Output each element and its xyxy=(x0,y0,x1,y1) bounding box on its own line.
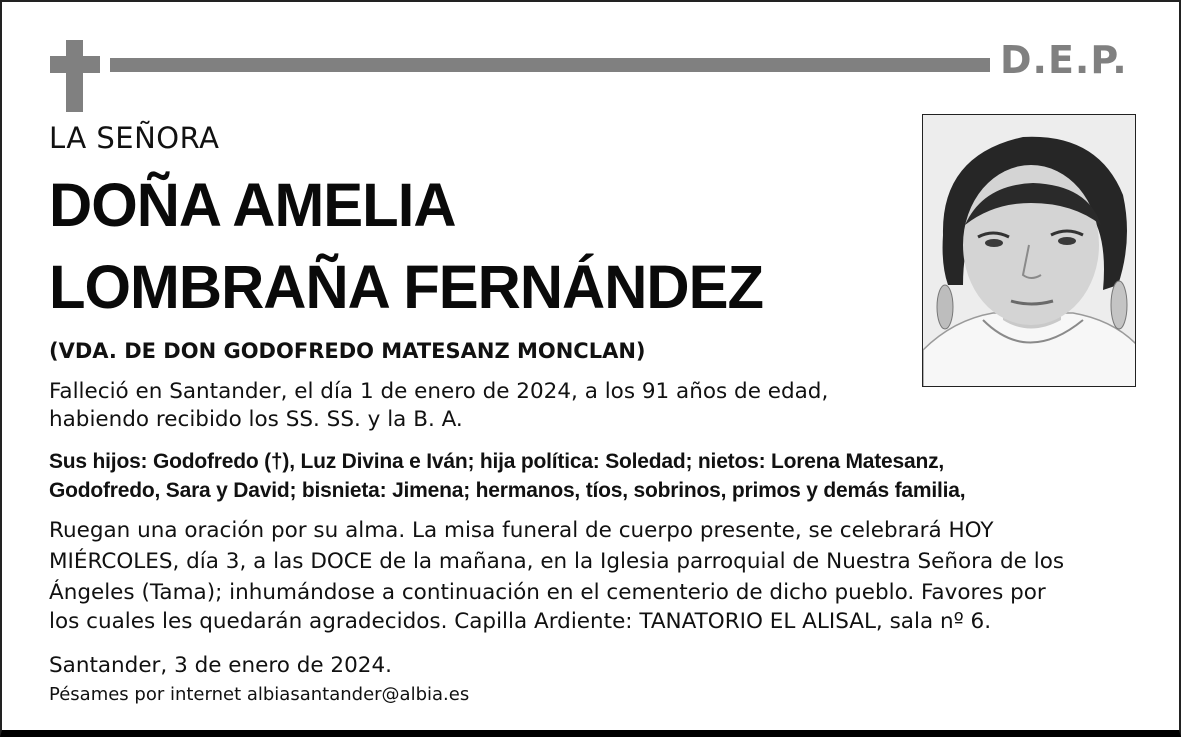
header-rule xyxy=(110,58,990,72)
portrait-image xyxy=(923,115,1136,387)
family-line1: Sus hijos: Godofredo (†), Luz Divina e Iván; hija política: Soledad; nietos: Lorena Matesanz, xyxy=(49,450,945,473)
mass-line1: Ruegan una oración por su alma. La misa funeral de cuerpo presente, se celebrará HOY xyxy=(49,518,994,543)
mass-line2: MIÉRCOLES, día 3, a las DOCE de la mañana, en la Iglesia parroquial de Nuestra Señora de los xyxy=(49,549,1065,574)
condolences-email: Pésames por internet albiasantander@albia.es xyxy=(49,684,470,705)
deceased-name-line1: DOÑA AMELIA xyxy=(49,171,456,239)
cross-icon-bar xyxy=(50,56,100,73)
portrait-photo xyxy=(922,114,1136,387)
death-notice-line1: Falleció en Santander, el día 1 de enero de 2024, a los 91 años de edad, xyxy=(49,379,829,404)
death-notice-line2: habiendo recibido los SS. SS. y la B. A. xyxy=(49,407,463,432)
dep-label: D.E.P. xyxy=(1000,38,1128,82)
title-prefix: LA SEÑORA xyxy=(49,121,220,155)
mass-line4: los cuales les quedarán agradecidos. Capilla Ardiente: TANATORIO EL ALISAL, sala nº 6. xyxy=(49,609,992,634)
deceased-name-line2: LOMBRAÑA FERNÁNDEZ xyxy=(49,253,764,321)
family-line2: Godofredo, Sara y David; bisnieta: Jimena; hermanos, tíos, sobrinos, primos y demás familia, xyxy=(49,479,966,502)
place-date: Santander, 3 de enero de 2024. xyxy=(49,653,392,678)
mass-line3: Ángeles (Tama); inhumándose a continuación en el cementerio de dicho pueblo. Favores por xyxy=(49,580,1046,605)
widow-of: (VDA. DE DON GODOFREDO MATESANZ MONCLAN) xyxy=(49,339,646,363)
cross-icon xyxy=(66,40,83,112)
